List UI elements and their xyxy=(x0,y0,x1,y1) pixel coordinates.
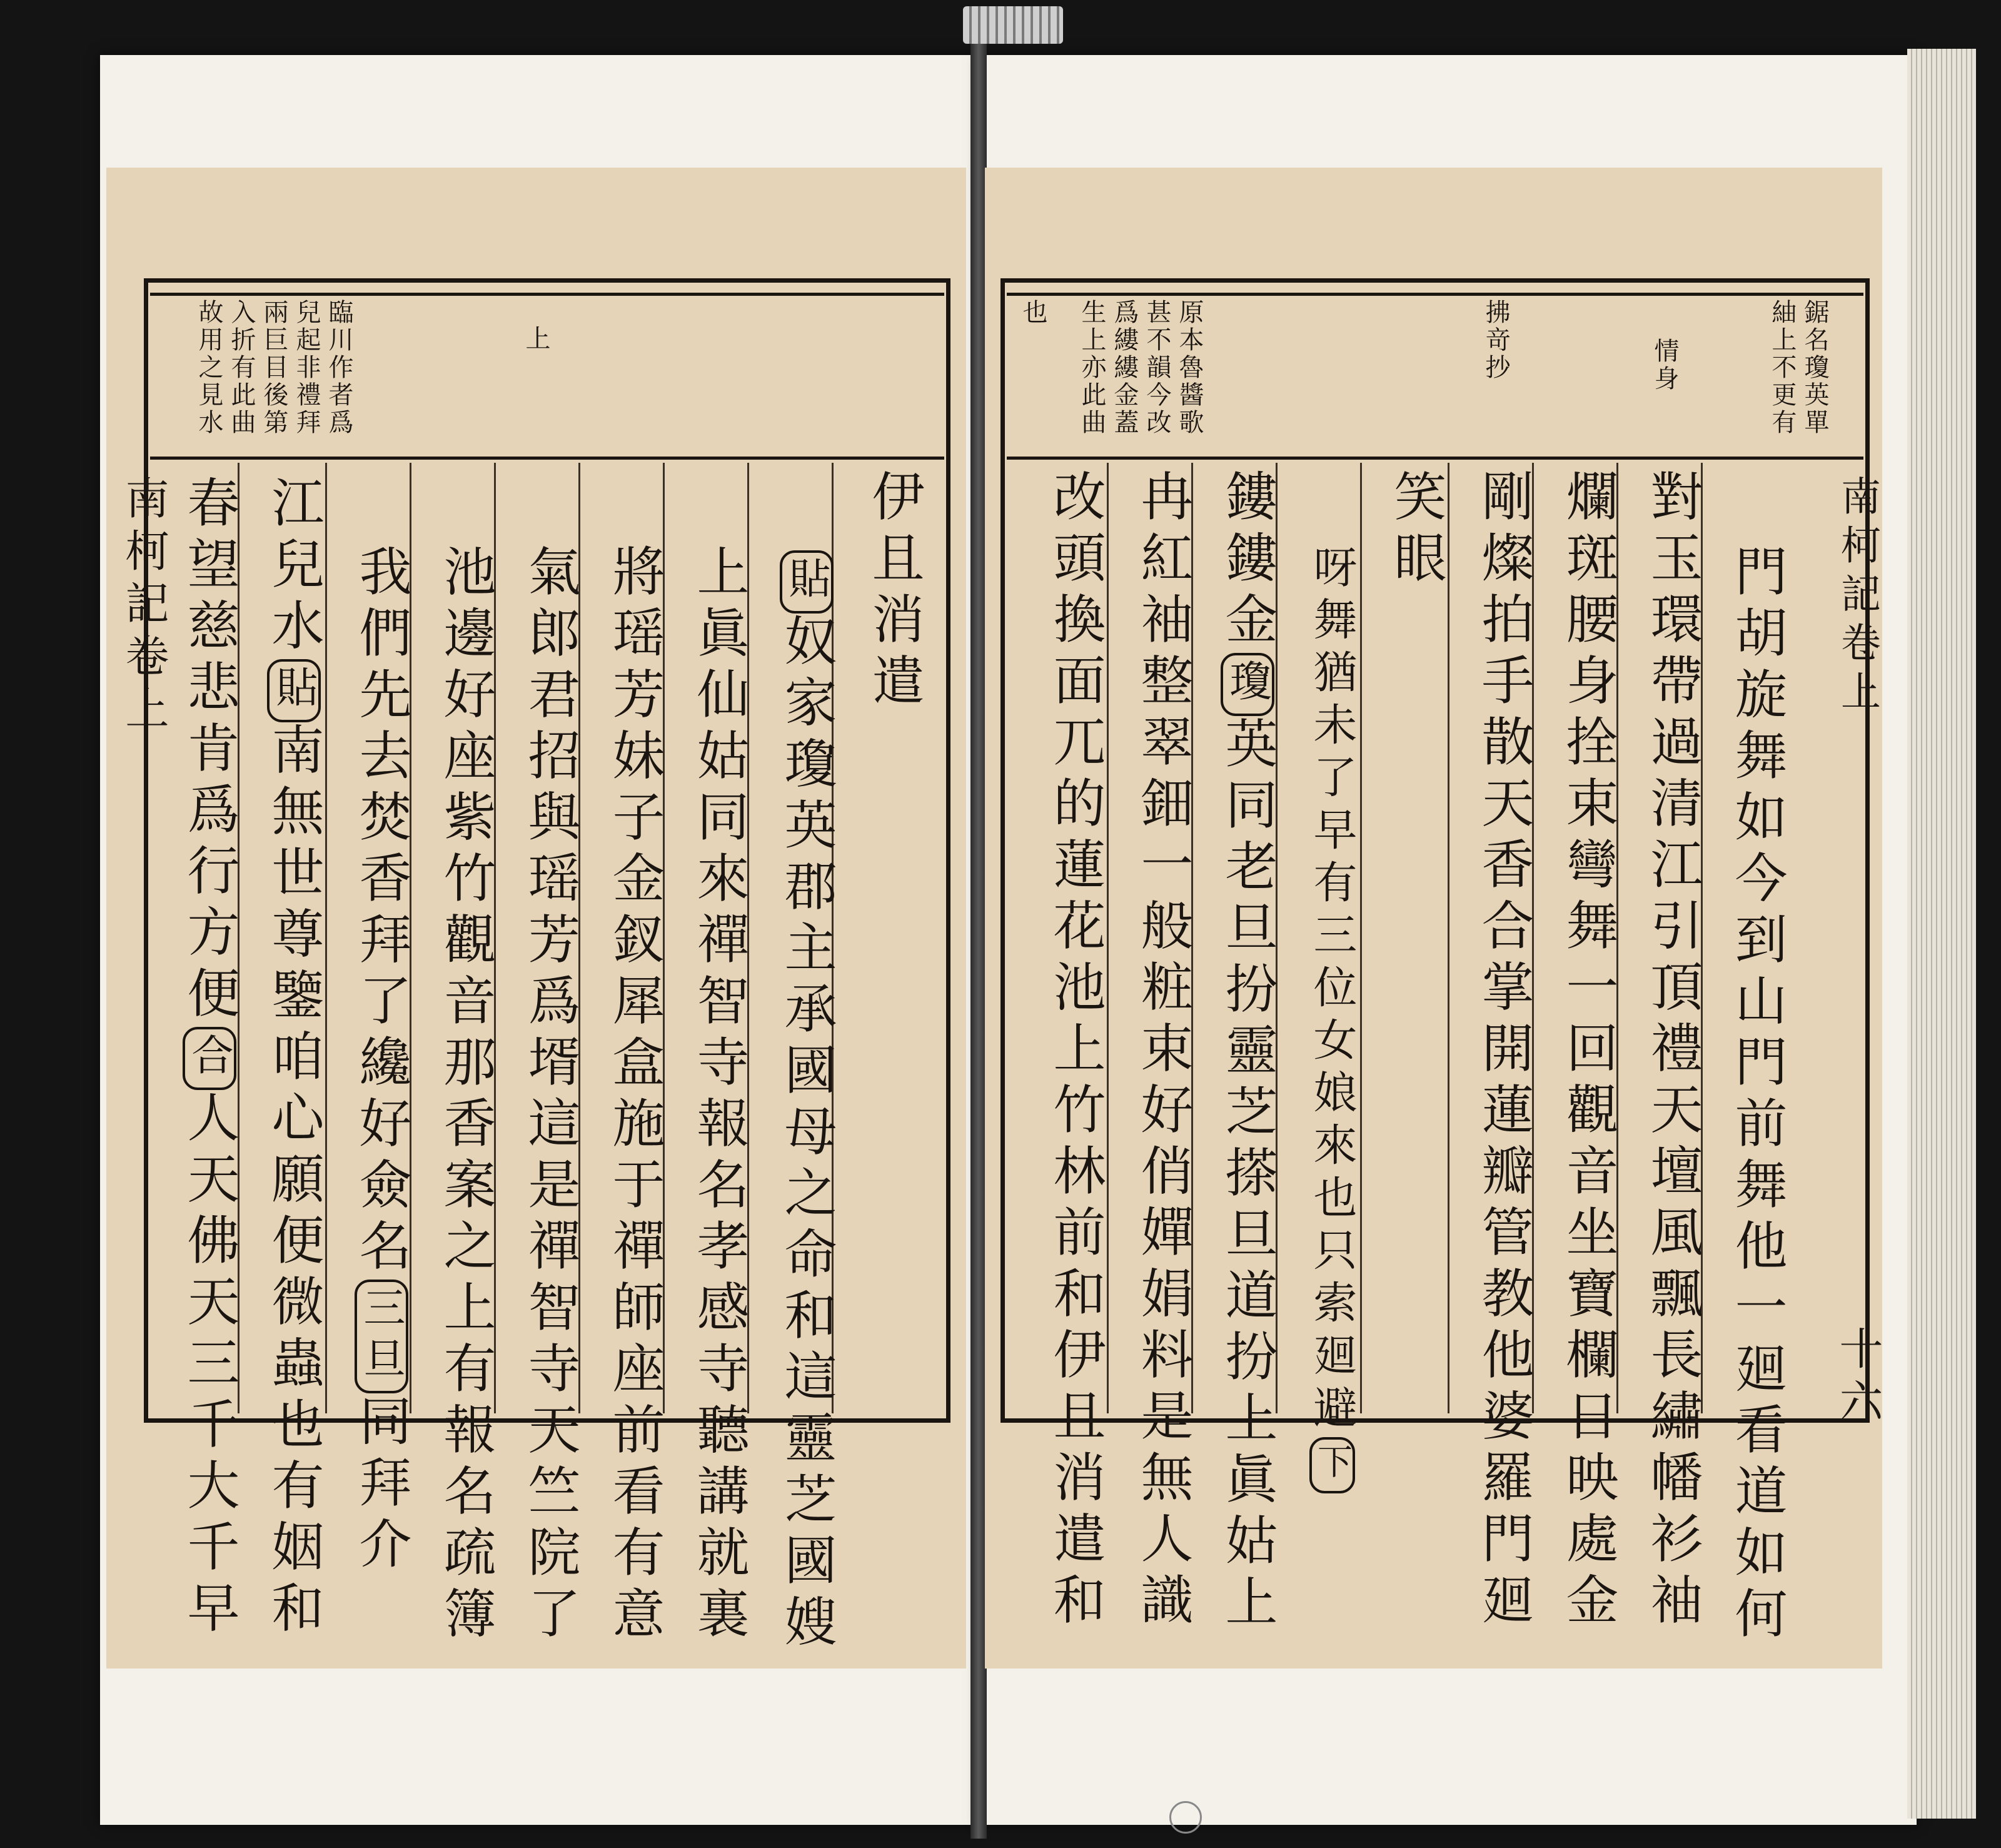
left-column-2: 貼奴家瓊英郡主承國母之命和這靈芝國嫂 xyxy=(775,550,838,1655)
right-column-8: 冉紅袖整翠鈿一般粧束好俏嬋娟料是無人識 xyxy=(1132,469,1194,1633)
binding-thread xyxy=(963,6,1063,44)
left-top-note: 兩巨目後第 xyxy=(260,299,288,437)
right-top-note: 甚不韻今改 xyxy=(1142,299,1171,437)
right-column-2: 對玉環帶過清江引頂禮天壇風飄長繡幡衫袖 xyxy=(1642,469,1703,1633)
left-top-note: 兒起非禮拜 xyxy=(292,299,321,437)
right-column-1: 門胡旋舞如今到山門前舞他一廻看道如何 xyxy=(1726,544,1788,1647)
role-mark: 三旦 xyxy=(355,1280,408,1393)
right-top-note: 情身 xyxy=(1650,338,1679,393)
left-column-9: 春望慈悲肯爲行方便合人天佛天三千大千早 xyxy=(179,475,240,1642)
role-mark: 貼 xyxy=(267,659,321,722)
column-rule xyxy=(1448,463,1449,1413)
left-top-fragment: 上 xyxy=(522,325,550,353)
left-margin-title: 南柯記卷上 xyxy=(118,475,169,738)
left-top-note: 故用之見水 xyxy=(194,299,223,437)
right-top-note: 鋸名瓊英單 xyxy=(1800,299,1829,437)
right-margin-title: 南柯記卷上 xyxy=(1834,475,1880,719)
right-top-note: 拂竒抄 xyxy=(1481,299,1510,381)
folio-number: 十六 xyxy=(1832,1326,1883,1431)
left-column-8: 江兒水貼南無世尊鑒咱心願便微蟲也有姻和 xyxy=(263,475,325,1642)
left-column-3: 上眞仙姑同來禪智寺報名孝感寺聽講就裏 xyxy=(688,544,750,1647)
left-top-note: 臨川作者爲 xyxy=(325,299,353,437)
left-column-1: 伊且消遣 xyxy=(864,469,925,714)
library-seal-icon xyxy=(1169,1801,1202,1834)
column-rule xyxy=(1107,463,1109,1413)
right-column-5: 笑眼 xyxy=(1386,469,1447,592)
right-column-3: 爛斑腰身拴束彎舞一回觀音坐寶欄日映處金 xyxy=(1558,469,1619,1633)
left-column-7: 我們先去焚香拜了纔好僉名三旦同拜介 xyxy=(351,544,412,1578)
right-column-9: 改頭換面兀的蓮花池上竹林前和伊且消遣和 xyxy=(1045,469,1106,1633)
role-mark: 貼 xyxy=(780,550,834,613)
role-mark: 瓊 xyxy=(1221,653,1274,716)
right-top-note: 也 xyxy=(1019,299,1047,326)
right-top-note: 爲縷縷金蓋 xyxy=(1110,299,1139,437)
left-column-6: 池邊好座紫竹觀音那香案之上有報名疏簿 xyxy=(435,544,496,1647)
right-top-note: 原本魯醬歌 xyxy=(1175,299,1204,437)
right-column-6: 呀舞猶未了早有三位女娘來也只索廻避下 xyxy=(1301,544,1363,1493)
right-column-7: 鏤鏤金瓊英同老旦扮靈芝搽旦道扮上眞姑上 xyxy=(1217,469,1278,1636)
column-rule xyxy=(325,463,327,1413)
left-column-5: 氣郎君招與瑶芳爲壻這是禪智寺天竺院了 xyxy=(520,544,581,1647)
left-column-4: 將瑶芳妹子金釵犀盒施于禪師座前看有意 xyxy=(604,544,665,1647)
right-column-4: 剛燦拍手散天香合掌開蓮瓣管教他婆羅門廻 xyxy=(1473,469,1535,1633)
role-mark: 合 xyxy=(183,1027,236,1090)
page-edges xyxy=(1907,49,1976,1819)
right-top-note: 紬上不更有 xyxy=(1768,299,1797,437)
left-top-note: 入折有此曲 xyxy=(227,299,256,437)
role-mark: 下 xyxy=(1309,1437,1355,1493)
right-top-note: 生上亦此曲 xyxy=(1077,299,1106,437)
